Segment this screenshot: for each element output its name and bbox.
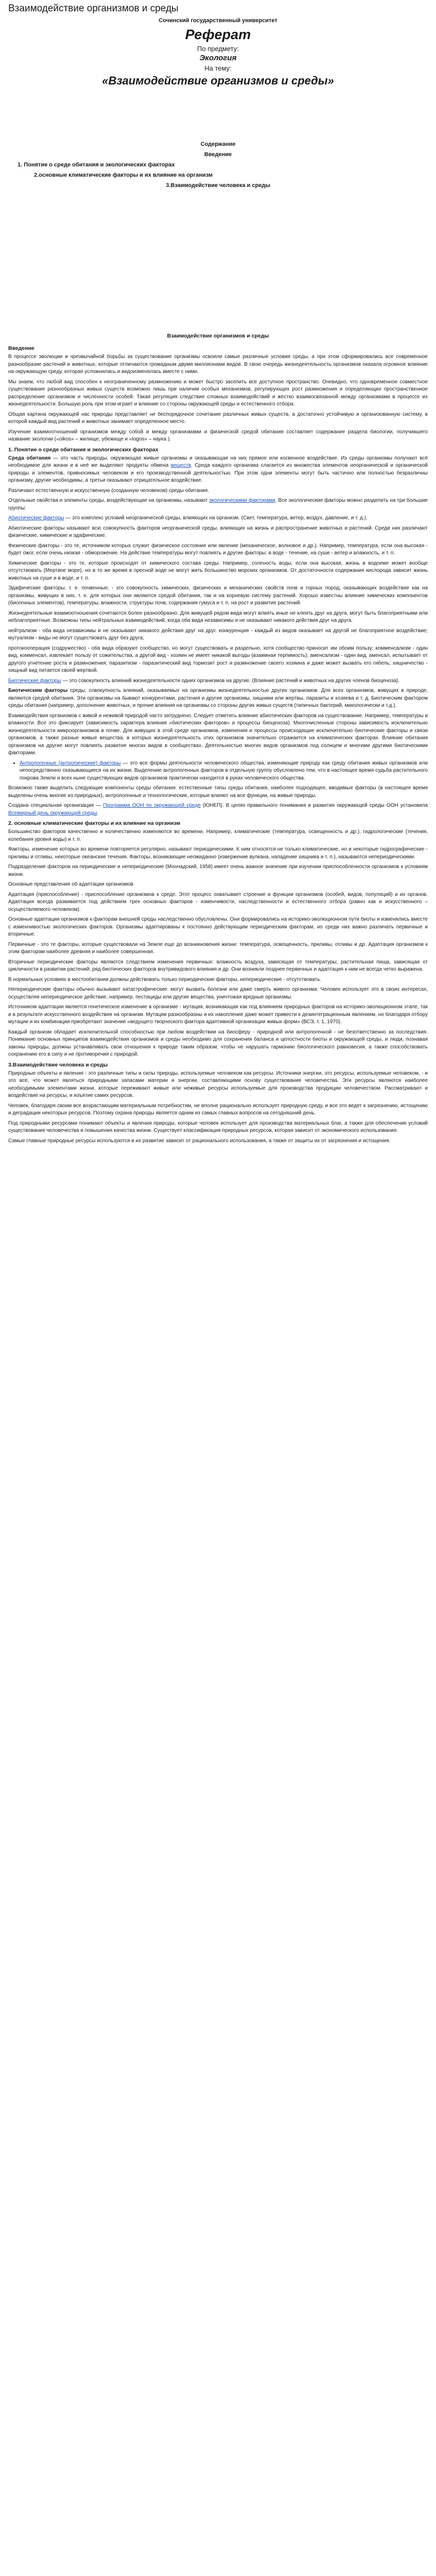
paragraph	[8, 497, 428, 512]
university-name: Сочинский государственный университет	[159, 18, 277, 24]
toc-item: 2.основные климатические факторы и их влияние на организм	[34, 172, 213, 179]
text: . Среда каждого организма слагается из множества элементов неорганической и органической природы и элементов, привносимых человеком и его производственной деятельностью. При этом одни элементы могут быть частично или полностью безразличны организму, другие необходимы, а третьи оказывают отрицательное воздействие.	[8, 463, 428, 484]
paragraph: Большинство факторов качественно и количественно изменяются во времени. Например, климатические (температура, освещенность и др.), гидрологические (течения, колебания уровня воды) и т. п.	[8, 829, 428, 842]
text: — это совокупность влияний жизнедеятельности одних организмов на другие. (Влияние растений и животных на других членов биоценоза).	[61, 677, 400, 684]
paragraph: Подразделение факторов на периодические и непериодические (Мончадский, 1958) имеет очень важное значение при изучении приспособленности организмов к условиям жизни.	[8, 864, 428, 877]
paragraph	[8, 687, 428, 710]
subject-label: По предмету:	[197, 45, 239, 53]
list-item	[20, 760, 428, 783]
section-heading-2: 2. основные климатические факторы и их влияние на организм	[8, 820, 181, 827]
paragraph: В процессе эволюции и чрезвычайной борьбы за существование организмы освоили самые различные условия среды, а при этом сформировались все современное разнообразие растений и животных, которые отличаются громадным двумя миллионами видов. В свою очередь жизнедеятельность организмов оказала огромное влияние на окружающую среду, которая усложнилась и видоизменялась вместе с ними.	[8, 354, 428, 375]
text: Отдельные свойства и элементы среды, воздействующие на организмы,	[8, 498, 183, 504]
paragraph: протокооперация (содружество) - оба вида образуют сообщество, но могут существовать и раздельно, хотя сообщество приносит им обоим пользу; комменсализм - один вид, комменсал, извлекает пользу от сожительства, а другой вид - хозяин не имеет никакой выгоды (взаимная терпимость); аменсализм - один вид, аменсал, испытывает от другого угнетение роста и размножения; паразитизм - паразитический вид тормозит рост и размножение своего хозяина и даже может вызвать его гибель; хищничество - хищный вид питается своей жертвой.	[8, 645, 428, 674]
paragraph: Жизнедеятельные взаимоотношения сочетаются более разнообразно. Для живущей рядом вида могут влиять иные не клеить друг на друга, могут быть благоприятными или неблагоприятные. Возможны типы нейтральных взаимодействий, когда оба вида независимы и не оказывают никакого действия друг на друга.	[8, 610, 428, 624]
text: — это все формы деятельности человеческого общества, изменяющие природу как среду обитания живых организмов или непосредственно сказывающиеся на их жизни. Выделение антропогенных факторов в отдельную группу обусловлено тем, что в настоящее время судьба растительного покрова Земли и всех ныне существующих видов организмов практически находится в руках человеческого общества.	[20, 760, 428, 781]
section-heading-1: 1. Понятие о среде обитания и экологических факторах	[8, 446, 159, 453]
text: — это часть природы, окружающая живые организмы и оказывающая на них прямое или косвенное воздействие. Из среды организмы получают всё необходимое для жизни и в неё же выделяют продукты обмена	[8, 455, 428, 469]
paragraph: Человек, благодаря своим все возрастающим материальным потребностям, не вполне рационально использует природную среду, и все это ведет к загрязнению, истощению и деградации некоторых ресурсов. Поэтому охрана природы является одним из самых главных вопросов на сегодняшний день.	[8, 1103, 428, 1116]
term: Среда обитания	[8, 455, 51, 461]
topic-label: На тему:	[204, 64, 232, 72]
text: — это комплекс условий неорганической среды, влияющих на организм. (Свет, температура, ветер, воздух, давление, и т. д.).	[64, 515, 368, 521]
term: Биотическим факторы	[8, 688, 68, 694]
paragraph: Мы знаем, что любой вид способен к неограниченному размножению и может быстро заселить все доступное пространство. Очевидно, что одновременное совместное существование разнообразных живых существ возможно лишь при наличии особых механизмов, регулирующих рост размножения и определяющих пространственное распределение организмов и численности особей. Такая регуляция следствие сложных взаимодействий и жестко взаимосвязанной между организмами в процессе их жизнедеятельности. Большую роль при этом играет и влияние со стороны окружающей среды и естественного отбора.	[8, 379, 428, 408]
paragraph	[8, 515, 428, 522]
paragraph	[8, 802, 428, 817]
table-of-contents	[8, 141, 428, 189]
paragraph: Физические факторы - это те, источником которых служит физическое состояние или явление (механическое, волновое и др.). Например, температура, если она высокая - будет ожог, если очень низкая - обморожение. На действие температуры могут повлиять и другие факторы: в воде - течение, на суше - ветер и влажность, и т. п.	[8, 543, 428, 556]
paragraph: Первичные - это те факторы, которые существовали на Земле еще до возникновения жизни: температура, освещенность, приливы, отливы и др. Адаптация организмов к этим факторам наиболее древняя и наиболее совершенная.	[8, 941, 428, 955]
paragraph: В нормальных условиях в местообитании должны действовать только периодические факторы, непериодические - отсутствовать.	[8, 976, 322, 982]
toc-intro: Введение	[204, 151, 232, 158]
section-heading-intro: Введение	[8, 345, 34, 352]
page	[0, 0, 436, 1168]
paragraph: Под природными ресурсами понимают объекты и явления природы, которые человек использует для производства материальных благ, а также для обеспечения условий существования человечества и повышения качества жизни. Существует классификация природных ресурсов, которая зависит от экономического использования.	[8, 1120, 428, 1134]
link-anthropogenic-factors[interactable]: Антропогенные (антропические) факторы	[20, 760, 121, 766]
paragraph: Основные адаптации организмов к факторам внешней среды наследственно обусловлены. Они формировались на историко-эволюционном пути биоты и изменялись вместе с изменчивостью экологических факторов. Организмы адаптированы к постоянно действующим периодическим факторам, но среди них важно различать первичные и вторичные.	[8, 917, 428, 938]
link-substances[interactable]: веществ	[170, 463, 191, 469]
paragraph: нейтрализм - оба вида независимы и не оказывают никакого действия друг на друг. конкуренция - каждый из видов оказывает на другой не благоприятное воздействие; мутуализм - виды не могут существовать друг без друга;	[8, 628, 428, 641]
link-environment-day[interactable]: Всемирный день окружающей среды	[8, 810, 97, 816]
link-abiotic-factors[interactable]: Абиотические факторы	[8, 515, 64, 521]
link-biotic-factors[interactable]: Биотические факторы	[8, 677, 61, 684]
paragraph: Каждый организм обладает исключительной способностью при любом воздействии на биосферу - природной или антропогенной - не безответственно за последствия. Понимание основных принципов взаимодействия организмов и среды необходимо для сохранения баланса и целостности биоты и окружающей среды, и люди, познавая законы природы, должны устанавливать свои отношения к природе таким образом, чтобы не нарушать гармонию биологического равновесия, а также способствовать сохранению его в силу и не противоречия с природой.	[8, 1029, 428, 1058]
text: . Все экологические факторы можно разделить на три большие группы:	[8, 498, 428, 511]
spacer	[8, 1147, 428, 1168]
section-heading-3: 3.Взаимодействие человека и среды	[8, 1061, 108, 1068]
paragraph: Эдафические факторы, т. е. почвенные, - это совокупность химических, физических и механических свойств почв и горных пород, оказывающих воздействие как на организмы, живущих в них, т. е. для которых они являются средой обитания, так и на корневую систему растений. Хорошо известны влияние химических компонентов (биогенных элементов), температуры, влажности, структуры почв, содержания гумуса и т. п. на рост и развитие растений.	[8, 585, 428, 606]
toc-item: 3.Взаимодействие человека и среды	[166, 182, 270, 189]
link-unep[interactable]: Программа ООН по окружающей среде	[103, 803, 201, 809]
toc-item: 1. Понятие о среде обитания и экологических факторах	[18, 162, 175, 168]
toc-title: Содержание	[200, 141, 236, 148]
paragraph: Возможно также выделить следующие компоненты среды обитания: естественные типы среды обитания, наиболее подходящее, вводимые факторы (в настоящее время выделены очень многие из природных), антропогенные и технологические, которые влияют на все функции, на живые природы.	[8, 785, 428, 799]
paragraph: Природные объекты и явления - это различные типы и силы природы, используемые человеком как ресурсы. Источники энергии, это ресурсы, используемые человеком, - и это все, что может являться природными запасами материи и энергии, составляющими основу существования человечества. Эти ресурсы являются наиболее необходимыми элементами жизни, которые переживают живые или неживые ресурсы используемые для производства продукции человечеством. Рассматривают и воздействие на ресурсы, и изъятие самих ресурсов.	[8, 1070, 428, 1099]
topic: «Взаимодействие организмов и среды»	[102, 74, 334, 87]
link-ecological-factors[interactable]: экологическими факторами	[209, 498, 275, 504]
paragraph: Различают естественную и искусственную (созданную человеком) среды обитания.	[8, 487, 209, 494]
paragraph: Адаптация (приспособление) - приспособление организмов к среде. Этот процесс охватывает строение и функции организмов (особей, видов, популяций) и их органов. Адаптация всегда развивается под действием трех основных факторов - изменчивости, наследственности и естественного отбора (равно как и искусственного – осуществляемого человеком).	[8, 891, 428, 912]
text: .	[97, 810, 99, 816]
paragraph: Факторы, изменение которых во времени повторяется регулярно, называют периодическими. К ним относятся не только климатические, но и некоторые гидрографические - приливы и отливы, некоторые океанские течения. Факторы, возникающие неожиданно (извержение вулкана, нападение хищника и т. п.), называются непериодическими.	[8, 846, 428, 860]
body-title: Взаимодействие организмов и среды	[167, 333, 269, 340]
text: (ЮНЕП). В целях правильного понимания и развития окружающей среды ООН установила	[200, 803, 428, 809]
text: среды, совокупность влияний, оказываемых на организмы жизнедеятельностью других организмов. Для всех организмов, живущих в природе, являются средой обитания. Эти организмы на бывают конкурентами, растения и другие организмы, хищники или жертвы, паразиты и хозяева и т. д. Биотическим фактором среды обитания (например, дополнение животных, и прочие влияния на организмы со стороны других живых существ (типичных бактерий, микологически и т.д.).	[8, 688, 428, 709]
paragraph: Непериодические факторы обычно вызывают катастрофические: могут вызвать болезни или даже смерть живого организма. Человек использует это в своих интересах, осуществляя непериодическое действие, например, пестициды или другие вещества, уничтожая вредные организмы.	[8, 987, 428, 1000]
paragraph: Общая картина окружающей нас природы представляет не беспорядочное сочетание различных живых существ, а достаточно устойчивую и организованную систему, в которой каждый вид растений и животных занимает определенное место.	[8, 411, 428, 425]
paragraph: Химические факторы - это те, которые происходят от химического состава среды. Например, соленость воды, если она высокая, жизнь в водоеме может вообще отсутствовать (Мертвое море), но в то же время в пресной воде не могут жить большинство морских организмов. От достаточности содержания кислорода зависит жизнь животных на суше и в воде, и т. п.	[8, 560, 428, 581]
paragraph: Самые главные природные ресурсы используются и их развитие зависит от рационального использования, а также от защиты их от загрязнения и истощения.	[8, 1138, 391, 1144]
text: называют	[184, 498, 210, 504]
paragraph: Взаимодействия организмов с живой и неживой природой часто затруднено. Следует отметить влияние абиотических факторов на существование. Например, температуры и влажности. Все это фиксирует (зависимость характера влияния «биотических факторов» и процессы биоценоза). Многочисленные стороны зависимость исключительно жизнедеятельности микроорганизмов в почве. Для живущих в этой среде организмов, изменения и процессы происходящие исключительно биотические факторы и связи организмов, а также разные живые вещества, в которых жизнедеятельность этих организмов значительно отражается на климатических факторах. Влияние обитания организмов на другие могут повлиять развитие многих видов в сообществах. Деятельностью многих видов организмов под солнцем и многими другими биотическими факторами.	[8, 713, 428, 756]
page-title: Взаимодействие организмов и среды	[8, 3, 179, 14]
paragraph: Источником адаптации является генетическое изменение в организме - мутация, возникающая как под влиянием природных факторов на историко-эволюционном этапе, так и в результате искусственного воздействия на организм. Мутации разнообразны и их накопление даже может привести к дезинтеграционным явлениям, но благодаря отбору мутации и их комбинации приобретают значение «ведущего творческого фактора адаптивной организации живых форм» (ВСЭ, т. 1, 1970).	[8, 1004, 428, 1025]
paragraph	[8, 455, 428, 485]
subject: Экология	[199, 54, 237, 62]
paragraph: Абиотические факторы называют всю совокупность факторов неорганической среды, влияющих на жизнь и распространение животных и растений. Среди них различают физические, химические и эдафические.	[8, 525, 428, 539]
document-type: Реферат	[185, 27, 251, 42]
paragraph	[8, 677, 428, 685]
text: Создана специальная организация —	[8, 803, 103, 809]
paragraph: Вторичные периодические факторы являются следствием изменения первичных: влажность воздуха, зависящая от температуры; растительная пища, зависящая от цикличности в развитии растений; ряд биотических факторов внутривидового влияния и др. Они возникли позднее первичных и адаптация к ним не всегда четко выражена.	[8, 959, 428, 973]
title-block	[8, 18, 428, 88]
paragraph: Изучение взаимоотношений организмов между собой и между организмами и физической средой обитания составляет содержание раздела биологии, получившего название экологии («oikos» – жилище, убежище и «logos» – наука ).	[8, 429, 428, 443]
paragraph: Основные представления об адаптации организмов	[8, 882, 133, 888]
bullet-list	[8, 760, 428, 783]
